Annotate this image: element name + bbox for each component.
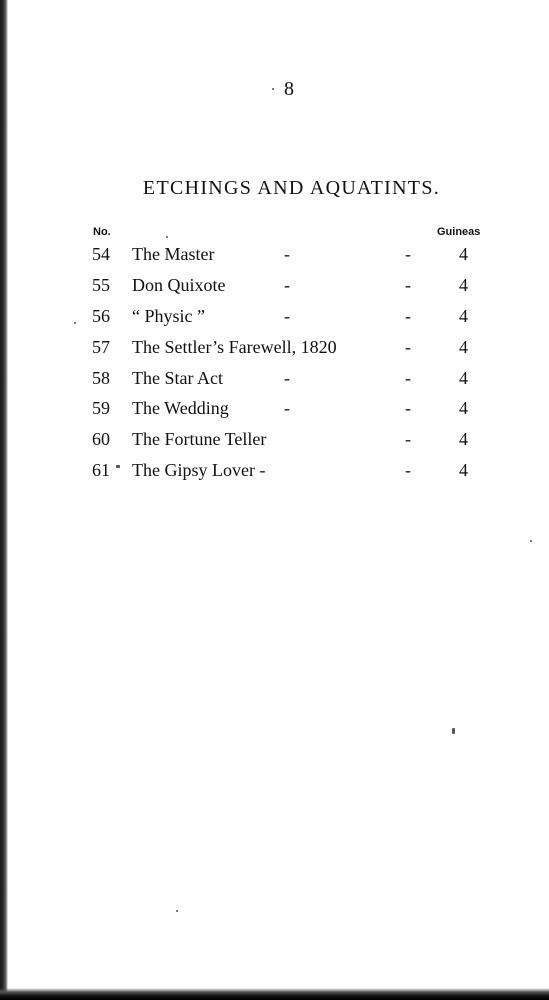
scan-speck: [176, 910, 178, 912]
entry-number: 61: [92, 460, 110, 480]
entry-leader-dash: -: [284, 398, 290, 418]
entry-number: 56: [92, 306, 110, 326]
entry-price: 4: [459, 306, 468, 326]
page-bottom-edge: [0, 988, 549, 1000]
catalogue-entry: [0, 306, 549, 334]
scan-speck: [452, 728, 455, 734]
entry-leader-dash: -: [284, 275, 290, 295]
entry-leader-dash: -: [405, 398, 411, 418]
catalogue-entry: [0, 398, 549, 426]
catalogue-entry: [0, 244, 549, 272]
entry-price: 4: [459, 368, 468, 388]
entry-number: 57: [92, 337, 110, 357]
entry-price: 4: [459, 429, 468, 449]
entry-leader-dash: -: [284, 306, 290, 326]
entry-leader-dash: -: [405, 337, 411, 357]
column-header-number: No.: [93, 226, 111, 238]
scan-speck: [166, 236, 168, 238]
entry-leader-dash: -: [284, 368, 290, 388]
catalogue-entry: [0, 368, 549, 396]
catalogue-entry: [0, 275, 549, 303]
entry-number: 60: [92, 429, 110, 449]
entry-leader-dash: -: [405, 429, 411, 449]
entry-price: 4: [459, 460, 468, 480]
entry-title: The Settler’s Farewell, 1820: [132, 337, 337, 357]
entry-number: 58: [92, 368, 110, 388]
entry-leader-dash: -: [405, 368, 411, 388]
entry-title: “ Physic ”: [132, 306, 205, 326]
scan-speck: [530, 540, 532, 542]
entry-price: 4: [459, 398, 468, 418]
entry-leader-dash: -: [405, 244, 411, 264]
section-title: ETCHINGS AND AQUATINTS.: [142, 177, 441, 199]
entry-number: 59: [92, 398, 110, 418]
entry-title: The Star Act: [132, 368, 223, 388]
entry-title: The Gipsy Lover -: [132, 460, 266, 480]
entry-number: 54: [92, 244, 110, 264]
entry-price: 4: [459, 244, 468, 264]
catalogue-entry: [0, 460, 549, 488]
entry-leader-dash: -: [405, 460, 411, 480]
entry-leader-dash: -: [284, 244, 290, 264]
page-number: 8: [284, 78, 295, 100]
catalogue-entry: [0, 337, 549, 365]
entry-title: The Master: [132, 244, 215, 264]
entry-leader-dash: -: [405, 306, 411, 326]
page-binding-edge: [0, 0, 8, 1000]
entry-price: 4: [459, 275, 468, 295]
catalogue-entry: [0, 429, 549, 457]
entry-title: The Fortune Teller: [132, 429, 267, 449]
entry-title: The Wedding: [132, 398, 229, 418]
entry-number: 55: [92, 275, 110, 295]
entry-price: 4: [459, 337, 468, 357]
entry-leader-dash: -: [405, 275, 411, 295]
entry-title: Don Quixote: [132, 275, 226, 295]
column-header-price: Guineas: [437, 226, 481, 238]
